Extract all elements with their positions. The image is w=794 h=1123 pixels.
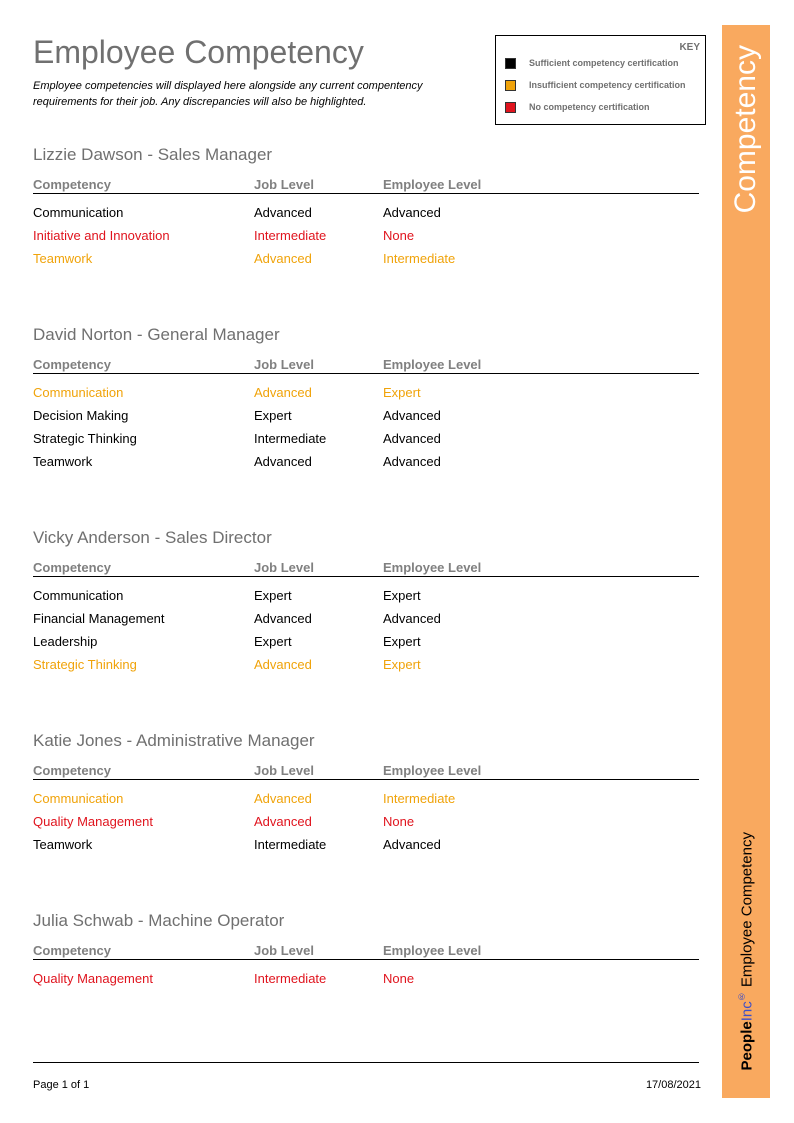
cell-job-level: Advanced xyxy=(254,657,312,672)
table-row xyxy=(33,632,699,655)
table-row xyxy=(33,835,699,858)
cell-employee-level: Advanced xyxy=(383,431,441,446)
table-header xyxy=(33,558,699,577)
key-label: Insufficient competency certification xyxy=(529,80,686,90)
employee-section xyxy=(33,910,699,992)
sidebar-title-wrap xyxy=(722,45,770,245)
key-legend xyxy=(495,35,706,125)
header-competency: Competency xyxy=(33,560,112,575)
cell-employee-level: Intermediate xyxy=(383,251,456,266)
cell-job-level: Advanced xyxy=(254,251,312,266)
key-item-sufficient xyxy=(505,57,679,69)
cell-competency: Quality Management xyxy=(33,971,153,986)
cell-competency: Strategic Thinking xyxy=(33,431,137,446)
employee-section xyxy=(33,730,699,858)
table-row xyxy=(33,429,699,452)
cell-employee-level: Expert xyxy=(383,657,421,672)
key-swatch-black xyxy=(505,58,516,69)
header-employee-level: Employee Level xyxy=(383,560,482,575)
cell-competency: Communication xyxy=(33,791,124,806)
cell-employee-level: Advanced xyxy=(383,205,441,220)
header-job-level: Job Level xyxy=(254,177,314,192)
table-row xyxy=(33,969,699,992)
table-row xyxy=(33,226,699,249)
cell-job-level: Expert xyxy=(254,588,292,603)
header-competency: Competency xyxy=(33,763,112,778)
page-subtitle: Employee competencies will displayed here alongside any current compentency requirements for their job. Any discrepancies will also be highlighted. xyxy=(33,80,423,108)
header-job-level: Job Level xyxy=(254,763,314,778)
cell-employee-level: Expert xyxy=(383,588,421,603)
cell-employee-level: Advanced xyxy=(383,837,441,852)
cell-job-level: Advanced xyxy=(254,385,312,400)
cell-job-level: Advanced xyxy=(254,814,312,829)
cell-competency: Leadership xyxy=(33,634,98,649)
table-row xyxy=(33,406,699,429)
footer-page-number: Page 1 of 1 xyxy=(33,1079,90,1091)
key-label: Sufficient competency certification xyxy=(529,58,679,68)
table-row xyxy=(33,452,699,475)
table-header xyxy=(33,355,699,374)
cell-competency: Communication xyxy=(33,385,124,400)
cell-job-level: Advanced xyxy=(254,611,312,626)
table-header xyxy=(33,761,699,780)
cell-employee-level: Expert xyxy=(383,385,421,400)
brand-subtitle: Employee Competency xyxy=(738,831,756,991)
cell-employee-level: Advanced xyxy=(383,454,441,469)
key-swatch-orange xyxy=(505,80,516,91)
table-row xyxy=(33,609,699,632)
cell-competency: Decision Making xyxy=(33,408,129,423)
cell-job-level: Advanced xyxy=(254,454,312,469)
table-body xyxy=(33,789,699,858)
table-row xyxy=(33,249,699,272)
footer-divider xyxy=(33,1062,699,1063)
table-header xyxy=(33,175,699,194)
table-body xyxy=(33,969,699,992)
cell-job-level: Intermediate xyxy=(254,971,327,986)
table-row xyxy=(33,655,699,678)
employee-name: Katie Jones - Administrative Manager xyxy=(33,731,315,750)
header-employee-level: Employee Level xyxy=(383,177,482,192)
header-employee-level: Employee Level xyxy=(383,943,482,958)
header-employee-level: Employee Level xyxy=(383,763,482,778)
brand-people: People xyxy=(738,1020,756,1070)
sidebar-banner xyxy=(722,25,770,1098)
employee-name: Lizzie Dawson - Sales Manager xyxy=(33,145,273,164)
table-body xyxy=(33,586,699,678)
key-item-insufficient xyxy=(505,79,686,91)
key-swatch-red xyxy=(505,102,516,113)
employee-section xyxy=(33,144,699,272)
employee-section xyxy=(33,324,699,475)
table-row xyxy=(33,203,699,226)
header-competency: Competency xyxy=(33,943,112,958)
cell-competency: Strategic Thinking xyxy=(33,657,137,672)
cell-employee-level: Advanced xyxy=(383,611,441,626)
cell-competency: Quality Management xyxy=(33,814,153,829)
table-row xyxy=(33,383,699,406)
employee-name: Vicky Anderson - Sales Director xyxy=(33,528,272,547)
page-title: Employee Competency xyxy=(33,34,364,70)
cell-job-level: Intermediate xyxy=(254,837,327,852)
key-item-none xyxy=(505,101,650,113)
cell-job-level: Intermediate xyxy=(254,431,327,446)
cell-job-level: Intermediate xyxy=(254,228,327,243)
cell-competency: Communication xyxy=(33,205,124,220)
cell-job-level: Advanced xyxy=(254,205,312,220)
header-competency: Competency xyxy=(33,357,112,372)
cell-employee-level: None xyxy=(383,228,415,243)
cell-job-level: Expert xyxy=(254,634,292,649)
cell-employee-level: None xyxy=(383,971,415,986)
cell-competency: Communication xyxy=(33,588,124,603)
header-job-level: Job Level xyxy=(254,943,314,958)
header-employee-level: Employee Level xyxy=(383,357,482,372)
employee-name: David Norton - General Manager xyxy=(33,325,280,344)
brand-inc: Inc xyxy=(738,1000,756,1021)
footer-date: 17/08/2021 xyxy=(645,1079,701,1091)
cell-competency: Initiative and Innovation xyxy=(33,228,170,243)
cell-competency: Financial Management xyxy=(33,611,165,626)
sidebar-title: Competency xyxy=(729,45,762,214)
cell-employee-level: Intermediate xyxy=(383,791,456,806)
header-competency: Competency xyxy=(33,177,112,192)
table-row xyxy=(33,789,699,812)
cell-job-level: Expert xyxy=(254,408,292,423)
table-row xyxy=(33,586,699,609)
cell-competency: Teamwork xyxy=(33,251,93,266)
table-row xyxy=(33,812,699,835)
key-title: KEY xyxy=(679,42,700,53)
key-label: No competency certification xyxy=(529,102,650,112)
cell-competency: Teamwork xyxy=(33,454,93,469)
cell-employee-level: None xyxy=(383,814,415,829)
brand-registered-mark: ® xyxy=(736,990,747,1001)
table-body xyxy=(33,383,699,475)
sidebar-brand-wrap xyxy=(722,800,770,1070)
cell-job-level: Advanced xyxy=(254,791,312,806)
cell-competency: Teamwork xyxy=(33,837,93,852)
cell-employee-level: Advanced xyxy=(383,408,441,423)
table-header xyxy=(33,941,699,960)
table-body xyxy=(33,203,699,272)
header-job-level: Job Level xyxy=(254,357,314,372)
employee-section xyxy=(33,527,699,678)
sidebar-brand xyxy=(737,832,756,1070)
cell-employee-level: Expert xyxy=(383,634,421,649)
header-job-level: Job Level xyxy=(254,560,314,575)
employee-name: Julia Schwab - Machine Operator xyxy=(33,911,285,930)
